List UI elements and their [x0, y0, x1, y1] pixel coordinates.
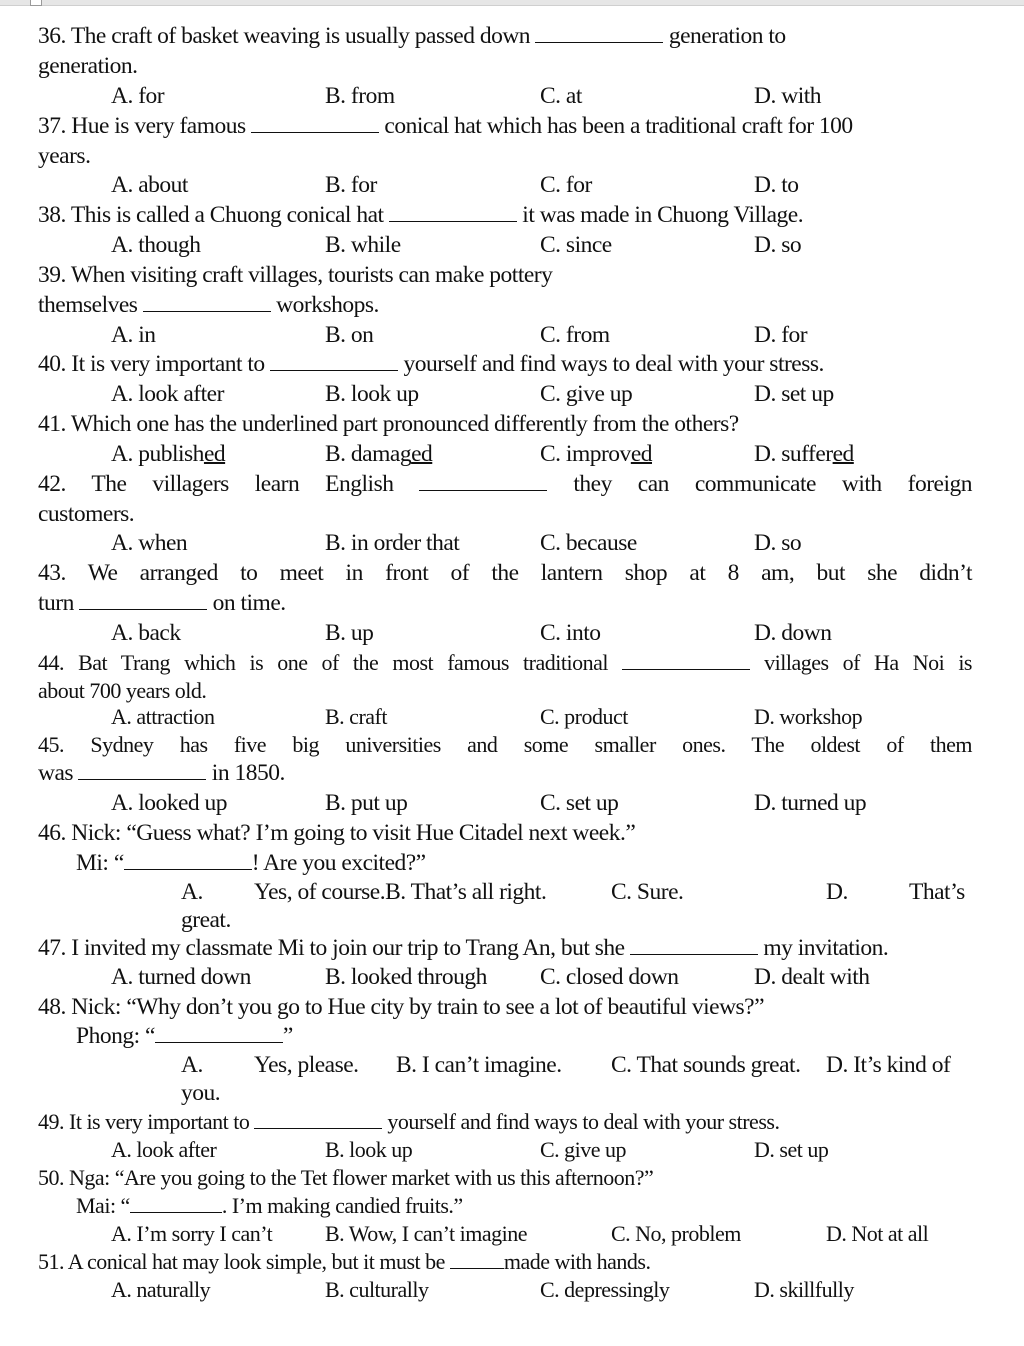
- q39-stem: 39. When visiting craft villages, tourists can make pottery: [38, 262, 553, 288]
- q40-option-d: D. set up: [754, 381, 834, 407]
- q49-stem-text: 49. It is very important to: [38, 1109, 250, 1134]
- q41-option-a-text: A. publish: [111, 441, 204, 467]
- q49-option-d: D. set up: [754, 1137, 829, 1162]
- q46-stem: 46. Nick: “Guess what? I’m going to visit Hue Citadel next week.”: [38, 820, 636, 846]
- q50-option-c: C. No, problem: [611, 1221, 741, 1246]
- q36-stem: [38, 22, 786, 50]
- q38-stem-text: 38. This is called a Chuong conical hat: [38, 202, 384, 228]
- q49-option-b: B. look up: [325, 1137, 413, 1162]
- q50-stem-cont: [76, 1192, 463, 1220]
- q46-stem-text: Mi: “: [76, 850, 124, 876]
- q48-option-a: Yes, please.: [254, 1052, 359, 1078]
- q45-option-b: B. put up: [325, 790, 408, 816]
- q37-stem-text: 37. Hue is very famous: [38, 113, 246, 139]
- q41-option-b-text: B. damag: [325, 441, 412, 467]
- q41-option-b-underlined: ed: [411, 441, 433, 467]
- q48-option-a-label: A.: [181, 1052, 203, 1078]
- q36-stem-text-2: generation to: [668, 23, 786, 49]
- q38-stem: [38, 201, 803, 229]
- q40-stem-text-2: yourself and find ways to deal with your stress.: [403, 351, 824, 377]
- q42-option-a: A. when: [111, 530, 188, 556]
- q42-stem-text-2: they can communicate with foreign: [573, 471, 972, 497]
- q51-option-a: A. naturally: [111, 1277, 211, 1302]
- q49-option-a: A. look after: [111, 1137, 217, 1162]
- q41-option-c-underlined: ed: [630, 441, 652, 467]
- q51-option-d: D. skillfully: [754, 1277, 854, 1302]
- q43-option-b: B. up: [325, 620, 374, 646]
- q43-option-d: D. down: [754, 620, 832, 646]
- q40-stem: [38, 350, 824, 378]
- q48-option-c: C. That sounds great.: [611, 1052, 801, 1078]
- corner-box: [30, 0, 42, 6]
- q42-option-d: D. so: [754, 530, 802, 556]
- q42-blank: [419, 470, 547, 491]
- q50-option-b: B. Wow, I can’t imagine: [325, 1221, 528, 1246]
- q51-stem-text: 51. A conical hat may look simple, but it must be: [38, 1249, 445, 1274]
- q50-stem: 50. Nga: “Are you going to the Tet flower market with us this afternoon?”: [38, 1165, 654, 1190]
- q47-stem: [38, 934, 888, 962]
- q50-blank: [130, 1192, 222, 1213]
- q37-stem-text-2: conical hat which has been a traditional craft for 100: [384, 113, 853, 139]
- q37-option-b: B. for: [325, 172, 377, 198]
- q45-option-d: D. turned up: [754, 790, 867, 816]
- q44-stem-cont: about 700 years old.: [38, 678, 207, 703]
- q39-blank: [143, 291, 271, 312]
- q48-stem-cont: [76, 1022, 293, 1050]
- q51-stem: [38, 1248, 651, 1276]
- q38-option-d: D. so: [754, 232, 802, 258]
- q51-option-b: B. culturally: [325, 1277, 429, 1302]
- q43-option-c: C. into: [540, 620, 601, 646]
- q48-option-d: D. It’s kind of: [826, 1052, 951, 1078]
- q36-option-a: A. for: [111, 83, 165, 109]
- q46-stem-cont: [76, 849, 426, 877]
- q43-stem-cont: [38, 589, 286, 617]
- top-scrollbar-strip: [0, 0, 1024, 6]
- q46-option-d: That’s: [909, 879, 965, 905]
- q41-option-b: [325, 440, 432, 468]
- q43-option-a: A. back: [111, 620, 181, 646]
- q46-option-c: C. Sure.: [611, 879, 684, 905]
- q40-stem-text: 40. It is very important to: [38, 351, 265, 377]
- q50-option-a: A. I’m sorry I can’t: [111, 1221, 273, 1246]
- q43-stem-text-2: on time.: [212, 590, 286, 616]
- q38-option-a: A. though: [111, 232, 201, 258]
- q40-option-a: A. look after: [111, 381, 224, 407]
- q50-option-d: D. Not at all: [826, 1221, 929, 1246]
- q51-blank: [450, 1248, 504, 1269]
- q36-option-b: B. from: [325, 83, 395, 109]
- q48-option-b: B. I can’t imagine.: [396, 1052, 562, 1078]
- q45-blank: [78, 759, 206, 780]
- q49-option-c: C. give up: [540, 1137, 627, 1162]
- q41-option-a-underlined: ed: [203, 441, 226, 467]
- q44-option-b: B. craft: [325, 704, 387, 729]
- q41-option-d: [754, 440, 854, 468]
- q42-stem-text: 42. The villagers learn English: [38, 471, 394, 497]
- q42-option-c: C. because: [540, 530, 637, 556]
- q38-stem-text-2: it was made in Chuong Village.: [522, 202, 804, 228]
- q37-stem: [38, 112, 853, 140]
- q38-option-b: B. while: [325, 232, 401, 258]
- q39-option-b: B. on: [325, 322, 374, 348]
- q46-option-a-b: Yes, of course.B. That’s all right.: [254, 879, 547, 905]
- q45-option-c: C. set up: [540, 790, 619, 816]
- q44-option-a: A. attraction: [111, 704, 215, 729]
- q36-stem-text: 36. The craft of basket weaving is usually passed down: [38, 23, 531, 49]
- q43-stem-text: turn: [38, 590, 74, 616]
- q43-blank: [79, 589, 207, 610]
- q49-blank: [254, 1108, 382, 1129]
- q48-stem-text-2: ”: [282, 1023, 293, 1049]
- q47-stem-text: 47. I invited my classmate Mi to join our trip to Trang An, but she: [38, 935, 625, 961]
- q41-option-c-text: C. improv: [540, 441, 631, 467]
- q41-option-c: [540, 440, 652, 468]
- q51-stem-text-2: made with hands.: [503, 1249, 651, 1274]
- q41-option-d-underlined: ed: [832, 441, 854, 467]
- q41-stem: 41. Which one has the underlined part pronounced differently from the others?: [38, 411, 739, 437]
- q42-option-b: B. in order that: [325, 530, 460, 556]
- q48-stem-text: Phong: “: [76, 1023, 155, 1049]
- q46-option-d-wrap: great.: [181, 907, 231, 933]
- q48-option-d-wrap: you.: [181, 1080, 221, 1106]
- q44-option-c: C. product: [540, 704, 628, 729]
- q46-stem-text-2: ! Are you excited?”: [251, 850, 426, 876]
- q47-option-d: D. dealt with: [754, 964, 870, 990]
- q49-stem-text-2: yourself and find ways to deal with your stress.: [387, 1109, 780, 1134]
- q50-stem-text-2: . I’m making candied fruits.”: [221, 1193, 463, 1218]
- q42-stem: [38, 470, 972, 498]
- q36-option-d: D. with: [754, 83, 821, 109]
- q39-stem-text-2: workshops.: [276, 292, 379, 318]
- q44-stem: [38, 649, 972, 677]
- q47-blank: [630, 934, 758, 955]
- q37-blank: [251, 112, 379, 133]
- q46-option-d-label: D.: [826, 879, 848, 905]
- q38-option-c: C. since: [540, 232, 612, 258]
- q37-option-d: D. to: [754, 172, 799, 198]
- q43-stem: 43. We arranged to meet in front of the lantern shop at 8 am, but she didn’t: [38, 560, 972, 586]
- q47-stem-text-2: my invitation.: [763, 935, 889, 961]
- q44-blank: [622, 649, 750, 670]
- q44-stem-text: 44. Bat Trang which is one of the most famous traditional: [38, 650, 608, 675]
- q48-blank: [155, 1022, 283, 1043]
- q45-stem: 45. Sydney has five big universities and some smaller ones. The oldest of them: [38, 732, 972, 757]
- q45-option-a: A. looked up: [111, 790, 228, 816]
- q41-option-d-text: D. suffer: [754, 441, 833, 467]
- q42-stem-cont: customers.: [38, 501, 135, 527]
- q46-blank: [124, 849, 252, 870]
- q49-stem: [38, 1108, 779, 1136]
- q47-option-b: B. looked through: [325, 964, 487, 990]
- q40-blank: [270, 350, 398, 371]
- q37-option-a: A. about: [111, 172, 188, 198]
- q45-stem-text-2: in 1850.: [211, 760, 285, 786]
- q37-option-c: C. for: [540, 172, 592, 198]
- q44-option-d: D. workshop: [754, 704, 863, 729]
- q45-stem-text: was: [38, 760, 74, 786]
- q51-option-c: C. depressingly: [540, 1277, 670, 1302]
- q44-stem-text-2: villages of Ha Noi is: [764, 650, 972, 675]
- q48-stem: 48. Nick: “Why don’t you go to Hue city by train to see a lot of beautiful views?”: [38, 994, 765, 1020]
- q39-stem-cont: [38, 291, 379, 319]
- q47-option-c: C. closed down: [540, 964, 679, 990]
- q45-stem-cont: [38, 759, 285, 787]
- q41-option-a: [111, 440, 225, 468]
- q39-option-a: A. in: [111, 322, 156, 348]
- q36-option-c: C. at: [540, 83, 582, 109]
- q40-option-b: B. look up: [325, 381, 419, 407]
- q37-stem-cont: years.: [38, 143, 91, 169]
- q39-option-c: C. from: [540, 322, 610, 348]
- q50-stem-text: Mai: “: [76, 1193, 130, 1218]
- q39-option-d: D. for: [754, 322, 808, 348]
- q38-blank: [389, 201, 517, 222]
- q47-option-a: A. turned down: [111, 964, 251, 990]
- q40-option-c: C. give up: [540, 381, 633, 407]
- q39-stem-text: themselves: [38, 292, 138, 318]
- q36-blank: [535, 22, 663, 43]
- q36-stem-cont: generation.: [38, 53, 138, 79]
- q46-option-a-label: A.: [181, 879, 203, 905]
